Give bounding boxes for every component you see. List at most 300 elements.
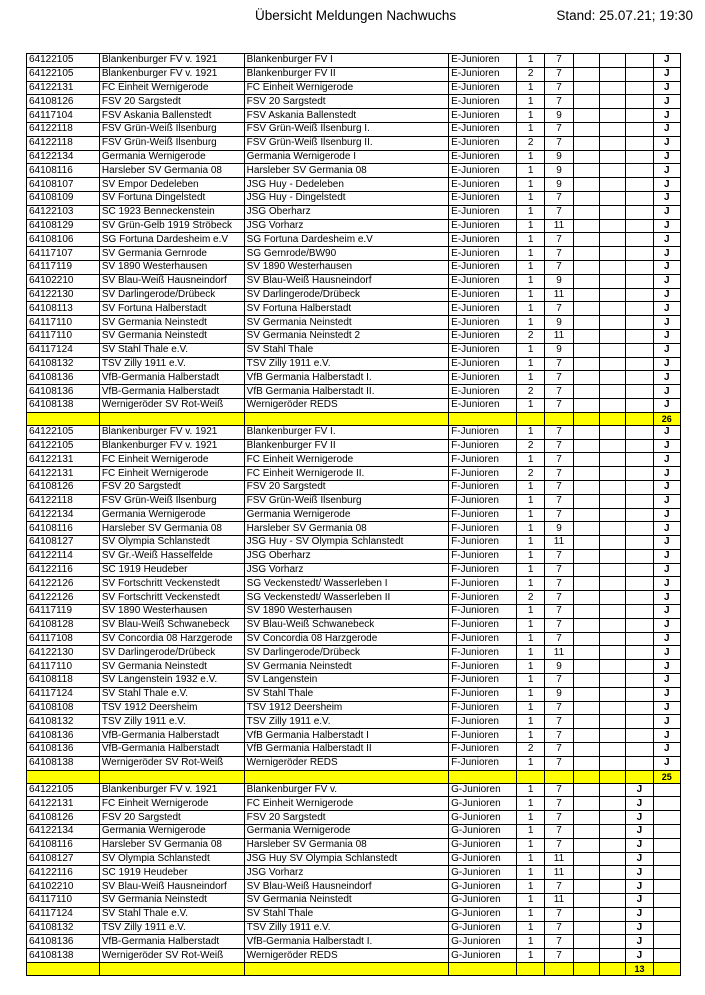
cell-flag: J xyxy=(653,95,680,109)
cell-empty xyxy=(599,480,625,494)
cell-empty xyxy=(599,838,625,852)
cell-club-id: 64122103 xyxy=(27,205,100,219)
cell-flag: J xyxy=(653,233,680,247)
cell-team-no: 1 xyxy=(516,701,544,715)
table-row xyxy=(27,674,681,688)
cell-empty xyxy=(626,425,653,439)
cell-empty xyxy=(653,907,680,921)
cell-size: 11 xyxy=(545,536,573,550)
cell-empty xyxy=(599,811,625,825)
cell-flag: J xyxy=(653,522,680,536)
table-row xyxy=(27,605,681,619)
cell-club: SV Germania Neinstedt xyxy=(99,660,244,674)
cell-flag: J xyxy=(653,674,680,688)
cell-empty xyxy=(626,54,653,68)
cell-size: 9 xyxy=(545,274,573,288)
cell-empty xyxy=(573,371,599,385)
cell-size: 7 xyxy=(545,398,573,412)
cell-empty xyxy=(573,605,599,619)
cell-club: SG Fortuna Dardesheim e.V xyxy=(99,233,244,247)
cell-team: FSV Grün-Weiß Ilsenburg xyxy=(244,494,449,508)
cell-size: 7 xyxy=(545,67,573,81)
cell-team-no: 1 xyxy=(516,219,544,233)
cell-club-id: 64108107 xyxy=(27,178,100,192)
table-row xyxy=(27,811,681,825)
cell-size: 9 xyxy=(545,343,573,357)
cell-size: 7 xyxy=(545,838,573,852)
cell-team-no: 1 xyxy=(516,866,544,880)
cell-flag: J xyxy=(653,329,680,343)
table-row xyxy=(27,288,681,302)
cell-team-no: 1 xyxy=(516,357,544,371)
cell-team: SV Germania Neinstedt xyxy=(244,894,449,908)
cell-club-id: 64117110 xyxy=(27,660,100,674)
cell-club: Blankenburger FV v. 1921 xyxy=(99,783,244,797)
cell-empty xyxy=(626,743,653,757)
cell-flag: J xyxy=(626,838,653,852)
cell-club-id: 64108128 xyxy=(27,618,100,632)
cell-size: 7 xyxy=(545,756,573,770)
cell-size: 7 xyxy=(545,729,573,743)
cell-team-no: 1 xyxy=(516,894,544,908)
cell-team: FC Einheit Wernigerode xyxy=(244,453,449,467)
cell-flag: J xyxy=(653,467,680,481)
cell-team: JSG Vorharz xyxy=(244,219,449,233)
cell-team-no: 1 xyxy=(516,536,544,550)
cell-club: FSV Askania Ballenstedt xyxy=(99,109,244,123)
cell-club: SV Fortschritt Veckenstedt xyxy=(99,577,244,591)
cell-empty xyxy=(626,191,653,205)
table-row xyxy=(27,880,681,894)
cell-club: SC 1919 Heudeber xyxy=(99,866,244,880)
table-row xyxy=(27,536,681,550)
cell-size: 7 xyxy=(545,743,573,757)
cell-age-group: F-Junioren xyxy=(449,701,517,715)
cell-size: 9 xyxy=(545,522,573,536)
cell-club: SV Gr.-Weiß Hasselfelde xyxy=(99,549,244,563)
table-row xyxy=(27,371,681,385)
cell-team-no: 1 xyxy=(516,549,544,563)
cell-empty xyxy=(599,302,625,316)
cell-empty xyxy=(573,398,599,412)
cell-empty xyxy=(626,109,653,123)
cell-empty xyxy=(573,274,599,288)
cell-size: 7 xyxy=(545,715,573,729)
cell-flag: J xyxy=(653,288,680,302)
cell-team: SV Blau-Weiß Hausneindorf xyxy=(244,274,449,288)
cell-size: 7 xyxy=(545,825,573,839)
cell-empty xyxy=(626,577,653,591)
cell-empty xyxy=(573,536,599,550)
cell-flag: J xyxy=(653,122,680,136)
cell-empty xyxy=(626,95,653,109)
cell-age-group: E-Junioren xyxy=(449,398,517,412)
cell-team: Blankenburger FV II xyxy=(244,67,449,81)
cell-club: SV Darlingerode/Drübeck xyxy=(99,288,244,302)
cell-empty xyxy=(573,288,599,302)
cell-club: VfB-Germania Halberstadt xyxy=(99,371,244,385)
cell-club-id: 64108116 xyxy=(27,164,100,178)
cell-age-group: G-Junioren xyxy=(449,852,517,866)
cell-club-id: 64108109 xyxy=(27,191,100,205)
cell-club: FSV Grün-Weiß Ilsenburg xyxy=(99,494,244,508)
cell-club-id: 64117108 xyxy=(27,632,100,646)
cell-club: VfB-Germania Halberstadt xyxy=(99,743,244,757)
table-row xyxy=(27,494,681,508)
cell-club: FC Einheit Wernigerode xyxy=(99,81,244,95)
cell-club-id: 64108108 xyxy=(27,701,100,715)
cell-club-id: 64117119 xyxy=(27,605,100,619)
table-row xyxy=(27,219,681,233)
cell-team: JSG Huy - SV Olympia Schlanstedt xyxy=(244,536,449,550)
cell-team: FC Einheit Wernigerode xyxy=(244,797,449,811)
cell-club: TSV Zilly 1911 e.V. xyxy=(99,715,244,729)
table-row xyxy=(27,398,681,412)
cell-empty xyxy=(599,880,625,894)
cell-age-group: F-Junioren xyxy=(449,756,517,770)
cell-size: 7 xyxy=(545,632,573,646)
section-count: 25 xyxy=(653,770,680,783)
cell-club-id: 64108127 xyxy=(27,536,100,550)
cell-empty xyxy=(599,150,625,164)
cell-empty xyxy=(573,109,599,123)
cell-size: 7 xyxy=(545,508,573,522)
cell-flag: J xyxy=(626,935,653,949)
cell-age-group: F-Junioren xyxy=(449,453,517,467)
cell-club-id: 64122118 xyxy=(27,136,100,150)
cell-team-no: 1 xyxy=(516,577,544,591)
cell-club: SV Blau-Weiß Hausneindorf xyxy=(99,880,244,894)
cell-empty xyxy=(599,783,625,797)
cell-flag: J xyxy=(626,949,653,963)
cell-team-no: 1 xyxy=(516,150,544,164)
cell-team: Harsleber SV Germania 08 xyxy=(244,838,449,852)
cell-team: FC Einheit Wernigerode xyxy=(244,81,449,95)
cell-flag: J xyxy=(653,398,680,412)
cell-empty xyxy=(573,577,599,591)
cell-club: SV Fortuna Dingelstedt xyxy=(99,191,244,205)
cell-team-no: 1 xyxy=(516,494,544,508)
cell-team-no: 1 xyxy=(516,371,544,385)
cell-team: FSV Grün-Weiß Ilsenburg II. xyxy=(244,136,449,150)
cell-team: SV Germania Neinstedt xyxy=(244,660,449,674)
cell-club-id: 64108132 xyxy=(27,921,100,935)
table-row xyxy=(27,756,681,770)
cell-size: 11 xyxy=(545,288,573,302)
table-row xyxy=(27,715,681,729)
cell-empty xyxy=(599,729,625,743)
cell-age-group: E-Junioren xyxy=(449,191,517,205)
cell-club-id: 64108136 xyxy=(27,935,100,949)
cell-empty xyxy=(599,95,625,109)
cell-age-group: G-Junioren xyxy=(449,894,517,908)
cell-size: 9 xyxy=(545,687,573,701)
cell-empty xyxy=(599,618,625,632)
cell-age-group: E-Junioren xyxy=(449,288,517,302)
cell-age-group: E-Junioren xyxy=(449,136,517,150)
cell-club-id: 64117124 xyxy=(27,687,100,701)
cell-flag: J xyxy=(653,247,680,261)
cell-age-group: E-Junioren xyxy=(449,122,517,136)
cell-size: 7 xyxy=(545,302,573,316)
cell-club: FSV 20 Sargstedt xyxy=(99,480,244,494)
cell-flag: J xyxy=(653,480,680,494)
cell-empty xyxy=(626,385,653,399)
cell-empty xyxy=(573,302,599,316)
cell-club-id: 64108132 xyxy=(27,715,100,729)
cell-team: VfB Germania Halberstadt I xyxy=(244,729,449,743)
cell-size: 7 xyxy=(545,122,573,136)
cell-empty xyxy=(626,536,653,550)
cell-empty xyxy=(599,357,625,371)
cell-empty xyxy=(626,563,653,577)
cell-empty xyxy=(449,770,517,783)
cell-empty xyxy=(599,591,625,605)
cell-empty xyxy=(573,357,599,371)
cell-team: SV 1890 Westerhausen xyxy=(244,260,449,274)
cell-empty xyxy=(573,660,599,674)
cell-empty xyxy=(626,274,653,288)
cell-age-group: G-Junioren xyxy=(449,880,517,894)
cell-club-id: 64122131 xyxy=(27,81,100,95)
cell-size: 7 xyxy=(545,95,573,109)
cell-size: 7 xyxy=(545,591,573,605)
cell-empty xyxy=(573,894,599,908)
cell-age-group: F-Junioren xyxy=(449,480,517,494)
cell-empty xyxy=(573,797,599,811)
cell-flag: J xyxy=(653,549,680,563)
cell-size: 11 xyxy=(545,852,573,866)
table-row xyxy=(27,439,681,453)
cell-club-id: 64122105 xyxy=(27,783,100,797)
cell-empty xyxy=(653,783,680,797)
cell-club-id: 64122130 xyxy=(27,288,100,302)
cell-team: SV Darlingerode/Drübeck xyxy=(244,288,449,302)
cell-club: Germania Wernigerode xyxy=(99,508,244,522)
cell-empty xyxy=(99,963,244,976)
cell-empty xyxy=(626,205,653,219)
cell-age-group: E-Junioren xyxy=(449,150,517,164)
cell-club-id: 64122134 xyxy=(27,150,100,164)
cell-flag: J xyxy=(653,343,680,357)
cell-empty xyxy=(626,233,653,247)
cell-flag: J xyxy=(653,756,680,770)
cell-team-no: 1 xyxy=(516,838,544,852)
cell-flag: J xyxy=(653,385,680,399)
table-row xyxy=(27,191,681,205)
table-row xyxy=(27,178,681,192)
cell-age-group: E-Junioren xyxy=(449,302,517,316)
cell-empty xyxy=(599,646,625,660)
cell-club-id: 64117124 xyxy=(27,343,100,357)
table-row xyxy=(27,109,681,123)
cell-club: Germania Wernigerode xyxy=(99,150,244,164)
cell-size: 7 xyxy=(545,797,573,811)
cell-flag: J xyxy=(653,371,680,385)
cell-age-group: E-Junioren xyxy=(449,205,517,219)
cell-empty xyxy=(573,316,599,330)
cell-size: 7 xyxy=(545,191,573,205)
cell-flag: J xyxy=(626,825,653,839)
cell-team: SV Concordia 08 Harzgerode xyxy=(244,632,449,646)
cell-flag: J xyxy=(653,357,680,371)
cell-empty xyxy=(626,522,653,536)
cell-team: FC Einheit Wernigerode II. xyxy=(244,467,449,481)
cell-club-id: 64117110 xyxy=(27,316,100,330)
cell-size: 11 xyxy=(545,219,573,233)
table-row xyxy=(27,563,681,577)
cell-empty xyxy=(449,412,517,425)
cell-empty xyxy=(573,880,599,894)
cell-flag: J xyxy=(653,164,680,178)
cell-club: Wernigeröder SV Rot-Weiß xyxy=(99,398,244,412)
cell-empty xyxy=(27,963,100,976)
cell-size: 7 xyxy=(545,467,573,481)
table-row xyxy=(27,701,681,715)
cell-size: 7 xyxy=(545,880,573,894)
cell-empty xyxy=(599,385,625,399)
cell-club-id: 64122131 xyxy=(27,453,100,467)
cell-size: 9 xyxy=(545,164,573,178)
cell-size: 7 xyxy=(545,371,573,385)
cell-age-group: E-Junioren xyxy=(449,329,517,343)
cell-empty xyxy=(626,756,653,770)
cell-flag: J xyxy=(653,536,680,550)
table-row xyxy=(27,838,681,852)
cell-club: SC 1923 Benneckenstein xyxy=(99,205,244,219)
cell-empty xyxy=(599,329,625,343)
cell-team: FSV Askania Ballenstedt xyxy=(244,109,449,123)
cell-empty xyxy=(599,109,625,123)
cell-team-no: 1 xyxy=(516,425,544,439)
cell-age-group: F-Junioren xyxy=(449,687,517,701)
cell-empty xyxy=(626,549,653,563)
cell-team-no: 2 xyxy=(516,136,544,150)
cell-flag: J xyxy=(653,701,680,715)
cell-age-group: F-Junioren xyxy=(449,729,517,743)
cell-team-no: 1 xyxy=(516,907,544,921)
cell-flag: J xyxy=(626,907,653,921)
cell-empty xyxy=(573,122,599,136)
cell-club: SV Olympia Schlanstedt xyxy=(99,852,244,866)
cell-empty xyxy=(599,632,625,646)
cell-size: 7 xyxy=(545,54,573,68)
cell-club-id: 64102210 xyxy=(27,274,100,288)
table-row xyxy=(27,343,681,357)
cell-empty xyxy=(626,646,653,660)
cell-empty xyxy=(653,880,680,894)
cell-empty xyxy=(653,797,680,811)
cell-age-group: E-Junioren xyxy=(449,233,517,247)
cell-age-group: F-Junioren xyxy=(449,425,517,439)
cell-size: 11 xyxy=(545,894,573,908)
cell-empty xyxy=(626,316,653,330)
cell-team-no: 1 xyxy=(516,811,544,825)
cell-empty xyxy=(545,412,573,425)
cell-empty xyxy=(653,963,680,976)
cell-team-no: 1 xyxy=(516,729,544,743)
cell-team-no: 1 xyxy=(516,522,544,536)
cell-age-group: F-Junioren xyxy=(449,743,517,757)
cell-club-id: 64122118 xyxy=(27,122,100,136)
section-count: 26 xyxy=(653,412,680,425)
cell-empty xyxy=(626,632,653,646)
cell-club: Blankenburger FV v. 1921 xyxy=(99,425,244,439)
cell-empty xyxy=(599,549,625,563)
cell-empty xyxy=(573,811,599,825)
cell-empty xyxy=(244,963,449,976)
stand-date: Stand: 25.07.21; 19:30 xyxy=(556,8,693,23)
cell-team: VfB Germania Halberstadt II xyxy=(244,743,449,757)
cell-flag: J xyxy=(653,316,680,330)
cell-club: TSV 1912 Deersheim xyxy=(99,701,244,715)
cell-flag: J xyxy=(653,425,680,439)
table-row xyxy=(27,329,681,343)
table-row xyxy=(27,797,681,811)
cell-team: SV Langenstein xyxy=(244,674,449,688)
cell-club: VfB-Germania Halberstadt xyxy=(99,385,244,399)
cell-empty xyxy=(599,453,625,467)
table-row xyxy=(27,907,681,921)
cell-club: SV Fortuna Halberstadt xyxy=(99,302,244,316)
cell-club-id: 64108126 xyxy=(27,95,100,109)
table-row xyxy=(27,687,681,701)
cell-empty xyxy=(573,412,599,425)
cell-age-group: G-Junioren xyxy=(449,949,517,963)
table-row xyxy=(27,247,681,261)
cell-team: SV Blau-Weiß Schwanebeck xyxy=(244,618,449,632)
cell-club-id: 64122105 xyxy=(27,439,100,453)
cell-club-id: 64122105 xyxy=(27,67,100,81)
cell-size: 7 xyxy=(545,453,573,467)
cell-size: 7 xyxy=(545,81,573,95)
cell-team: Harsleber SV Germania 08 xyxy=(244,164,449,178)
table-row xyxy=(27,54,681,68)
cell-team: SG Gernrode/BW90 xyxy=(244,247,449,261)
cell-flag: J xyxy=(653,618,680,632)
cell-team-no: 1 xyxy=(516,852,544,866)
cell-size: 7 xyxy=(545,605,573,619)
cell-club: SV Olympia Schlanstedt xyxy=(99,536,244,550)
cell-empty xyxy=(599,247,625,261)
cell-empty xyxy=(599,178,625,192)
cell-size: 7 xyxy=(545,907,573,921)
cell-empty xyxy=(599,191,625,205)
cell-age-group: G-Junioren xyxy=(449,838,517,852)
cell-empty xyxy=(599,935,625,949)
cell-empty xyxy=(599,508,625,522)
cell-empty xyxy=(626,494,653,508)
cell-club-id: 64108136 xyxy=(27,371,100,385)
cell-team-no: 1 xyxy=(516,605,544,619)
cell-team-no: 1 xyxy=(516,164,544,178)
cell-age-group: E-Junioren xyxy=(449,178,517,192)
cell-club: SC 1919 Heudeber xyxy=(99,563,244,577)
cell-club-id: 64122105 xyxy=(27,54,100,68)
cell-club-id: 64108116 xyxy=(27,838,100,852)
table-row xyxy=(27,67,681,81)
cell-empty xyxy=(626,247,653,261)
cell-team-no: 1 xyxy=(516,316,544,330)
cell-empty xyxy=(516,412,544,425)
cell-club: SV Darlingerode/Drübeck xyxy=(99,646,244,660)
cell-flag: J xyxy=(653,205,680,219)
cell-empty xyxy=(573,494,599,508)
cell-club-id: 64122116 xyxy=(27,563,100,577)
cell-empty xyxy=(599,219,625,233)
cell-team: SG Veckenstedt/ Wasserleben II xyxy=(244,591,449,605)
cell-club: SV Langenstein 1932 e.V. xyxy=(99,674,244,688)
